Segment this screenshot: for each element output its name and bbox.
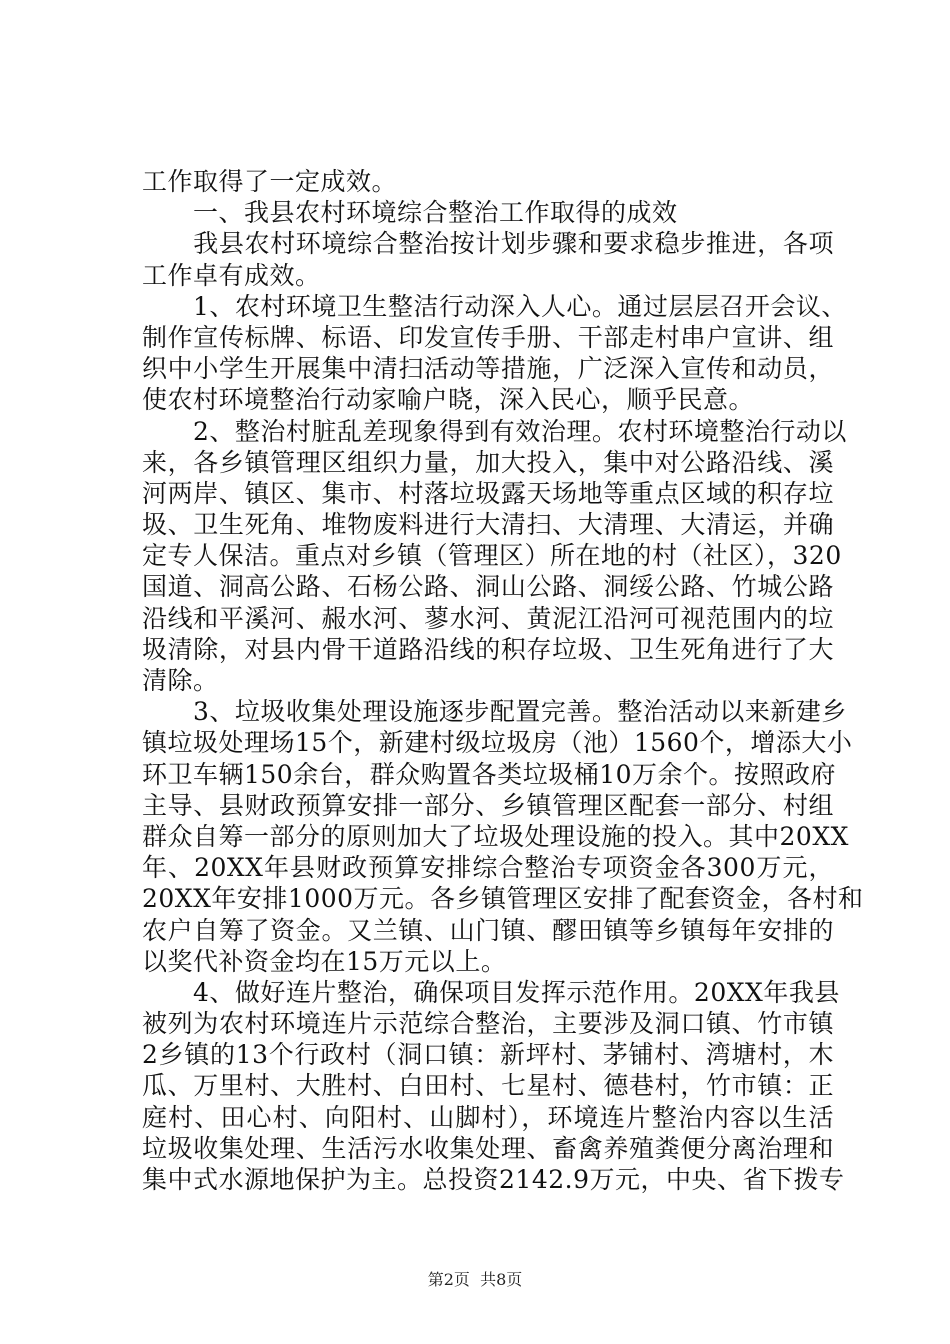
text-line: 被列为农村环境连片示范综合整治，主要涉及洞口镇、竹市镇 <box>142 1009 834 1039</box>
document-body <box>142 166 864 1195</box>
text-line: 集中式水源地保护为主。总投资2142.9万元，中央、省下拨专 <box>142 1165 845 1194</box>
text-line: 2乡镇的13个行政村（洞口镇：新坪村、茅铺村、湾塘村，木 <box>142 1040 834 1070</box>
text-line: 垃圾收集处理、生活污水收集处理、畜禽养殖粪便分离治理和 <box>142 1133 834 1163</box>
text-line: 清除。 <box>142 666 219 695</box>
text-line: 瓜、万里村、大胜村、白田村、七星村、德巷村，竹市镇：正 <box>142 1071 834 1101</box>
text-line: 工作取得了一定成效。 <box>142 167 398 196</box>
text-line: 20XX年安排1000万元。各乡镇管理区安排了配套资金，各村和 <box>142 884 864 914</box>
text-line: 沿线和平溪河、赧水河、蓼水河、黄泥江沿河可视范围内的垃 <box>142 603 834 633</box>
text-line: 群众自筹一部分的原则加大了垃圾处理设施的投入。其中20XX <box>142 821 849 851</box>
page-number-label: 第2页 共8页 <box>427 1270 523 1289</box>
text-line: 圾清除，对县内骨干道路沿线的积存垃圾、卫生死角进行了大 <box>142 634 834 664</box>
text-line: 工作卓有成效。 <box>142 260 321 290</box>
text-line: 圾、卫生死角、堆物废料进行大清扫、大清理、大清运，并确 <box>142 510 834 540</box>
text-line: 织中小学生开展集中清扫活动等措施，广泛深入宣传和动员， <box>142 354 834 384</box>
text-line: 庭村、田心村、向阳村、山脚村），环境连片整治内容以生活 <box>142 1102 834 1132</box>
text-line: 我县农村环境综合整治按计划步骤和要求稳步推进，各项 <box>142 229 834 259</box>
text-line: 1、农村环境卫生整洁行动深入人心。通过层层召开会议、 <box>142 291 847 321</box>
text-line: 一、我县农村环境综合整治工作取得的成效 <box>142 198 678 228</box>
text-line: 2、整治村脏乱差现象得到有效治理。农村环境整治行动以 <box>142 416 847 446</box>
text-line: 国道、洞高公路、石杨公路、洞山公路、洞绥公路、竹城公路 <box>142 572 834 602</box>
text-line: 来，各乡镇管理区组织力量，加大投入，集中对公路沿线、溪 <box>142 447 834 477</box>
text-line: 镇垃圾处理场15个，新建村级垃圾房（池）1560个，增添大小 <box>142 728 853 758</box>
text-line: 环卫车辆150余台，群众购置各类垃圾桶10万余个。按照政府 <box>142 759 837 789</box>
text-line: 使农村环境整治行动家喻户晓，深入民心，顺乎民意。 <box>142 385 755 415</box>
text-line: 制作宣传标牌、标语、印发宣传手册、干部走村串户宣讲、组 <box>142 322 834 352</box>
text-line: 年、20XX年县财政预算安排综合整治专项资金各300万元， <box>142 853 834 883</box>
text-line: 主导、县财政预算安排一部分、乡镇管理区配套一部分、村组 <box>142 790 834 820</box>
text-line: 河两岸、镇区、集市、村落垃圾露天场地等重点区域的积存垃 <box>142 478 834 508</box>
text-line: 3、垃圾收集处理设施逐步配置完善。整治活动以来新建乡 <box>142 697 847 727</box>
page-footer <box>0 1270 950 1290</box>
text-line: 定专人保洁。重点对乡镇（管理区）所在地的村（社区），320 <box>142 541 842 571</box>
text-line: 以奖代补资金均在15万元以上。 <box>142 946 507 976</box>
text-line: 农户自筹了资金。又兰镇、山门镇、醪田镇等乡镇每年安排的 <box>142 915 834 945</box>
text-line: 4、做好连片整治，确保项目发挥示范作用。20XX年我县 <box>142 977 840 1007</box>
